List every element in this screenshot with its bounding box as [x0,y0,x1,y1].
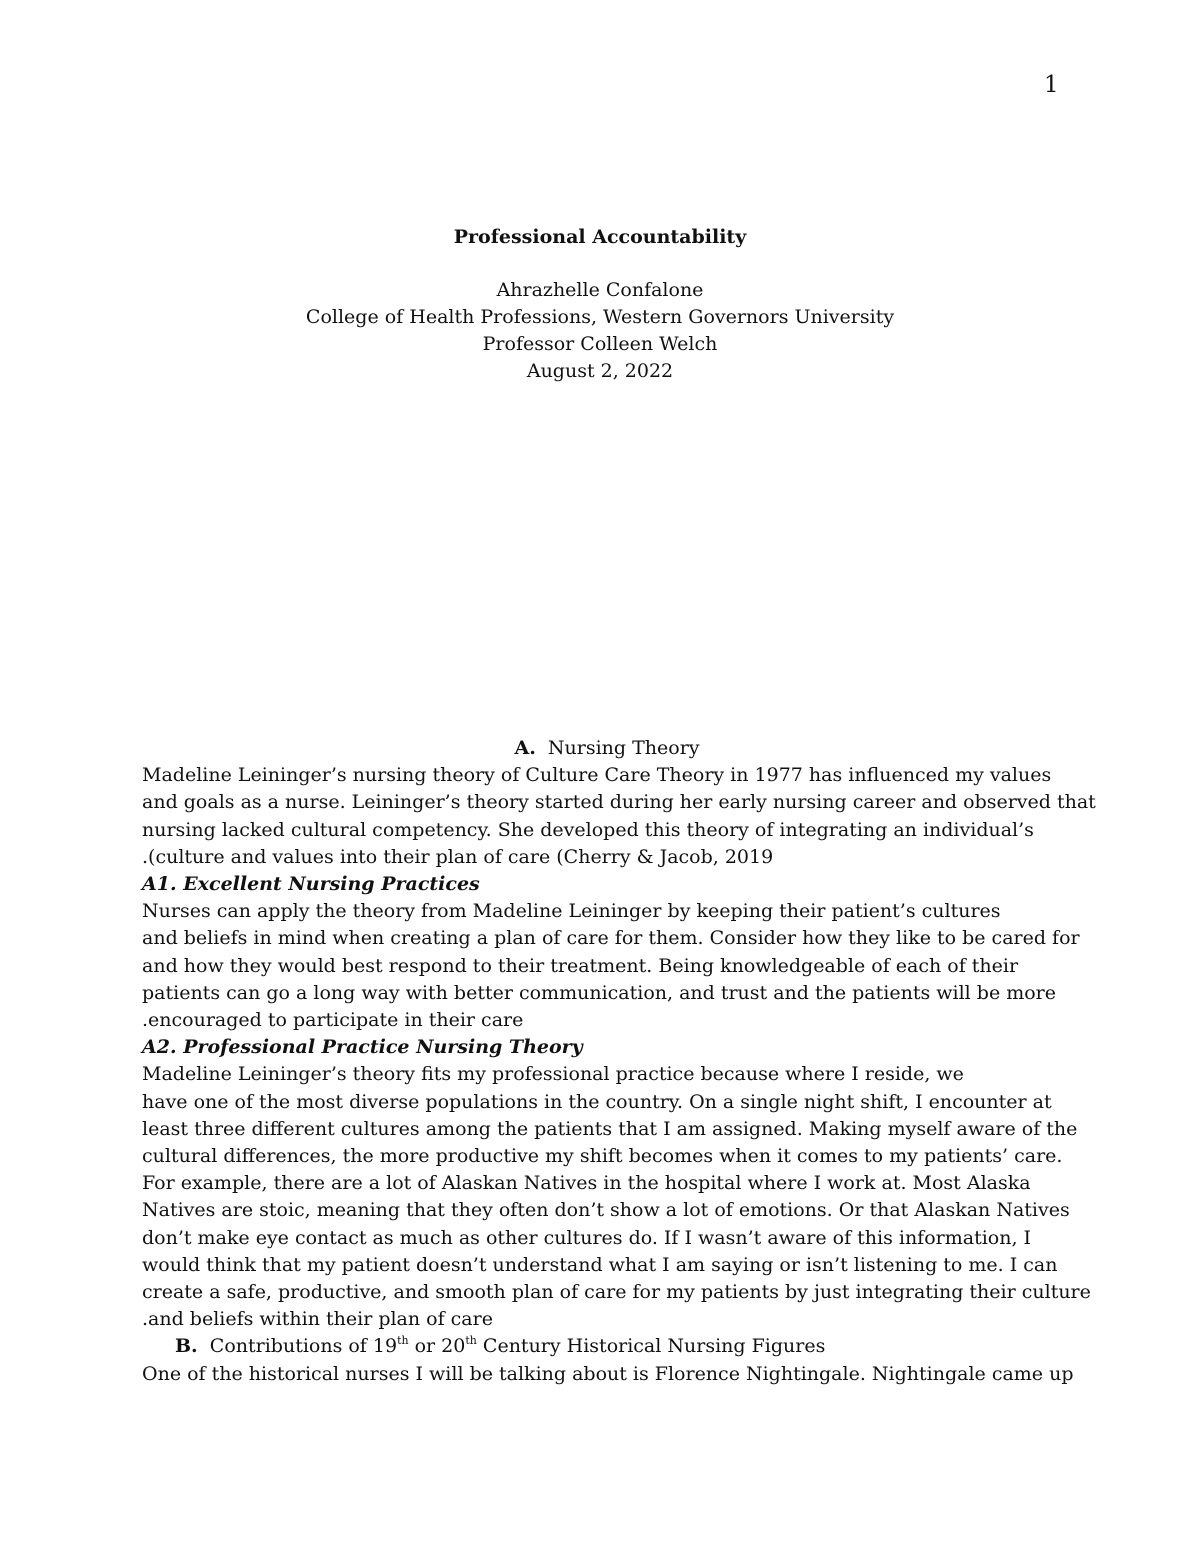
section-b-title-part: Century Historical Nursing Figures [476,1335,826,1358]
section-a1-line: .encouraged to participate in their care [142,1009,524,1032]
section-a2-line: don’t make eye contact as much as other cultures do. If I wasn’t aware of this information, I [142,1226,1032,1249]
section-a1-line: Nurses can apply the theory from Madeline Leininger by keeping their patient’s cultures [142,900,1001,923]
section-a-line: .(culture and values into their plan of care (Cherry & Jacob, 2019 [142,845,774,868]
section-a2-line: cultural differences, the more productive my shift becomes when it comes to my patients’ care. [142,1145,1063,1168]
section-a1-line: patients can go a long way with better communication, and trust and the patients will be more [142,981,1057,1004]
section-b-heading [142,1333,1072,1360]
section-b-letter: B. [175,1335,198,1358]
body-text [142,735,1096,1388]
page-number: 1 [1044,72,1059,98]
section-a2-line: would think that my patient doesn’t understand what I am saying or isn’t listening to me. I can [142,1253,1058,1276]
section-a-line: and goals as a nurse. Leininger’s theory started during her early nursing career and observed that [142,791,1096,814]
section-a2-line: least three different cultures among the patients that I am assigned. Making myself aware of the [142,1117,1078,1140]
section-a-line: nursing lacked cultural competency. She developed this theory of integrating an individual’s [142,818,1034,841]
submission-date: August 2, 2022 [526,360,674,382]
author-name: Ahrazhelle Confalone [496,279,704,301]
section-a-line: Madeline Leininger’s nursing theory of Culture Care Theory in 1977 has influenced my values [142,764,1052,787]
section-a2-line: .and beliefs within their plan of care [142,1308,493,1331]
section-a1-heading: A1. Excellent Nursing Practices [142,873,480,896]
section-b-title-part: Contributions of 19 [209,1335,398,1358]
section-b-title-part: or 20 [408,1335,466,1358]
section-a-letter: A. [514,737,536,759]
professor-name: Professor Colleen Welch [482,333,718,355]
section-a-title: Nursing Theory [547,737,700,759]
institution: College of Health Professions, Western Governors University [305,306,895,328]
section-a2-line: Natives are stoic, meaning that they often don’t show a lot of emotions. Or that Alaskan Natives [142,1199,1070,1222]
section-a2-line: Madeline Leininger’s theory fits my professional practice because where I reside, we [142,1063,964,1086]
section-a1-line: and beliefs in mind when creating a plan of care for them. Consider how they like to be cared for [142,927,1080,950]
section-b-line: One of the historical nurses I will be talking about is Florence Nightingale. Nightingale came up [142,1362,1074,1385]
section-a2-line: have one of the most diverse populations in the country. On a single night shift, I encounter at [142,1090,1052,1113]
section-a2-line: create a safe, productive, and smooth plan of care for my patients by just integrating their culture [142,1281,1091,1304]
section-a-heading [142,735,1072,762]
superscript: th [397,1334,409,1348]
section-a2-line: For example, there are a lot of Alaskan Natives in the hospital where I work at. Most Alaska [142,1172,1031,1195]
section-a2-heading: A2. Professional Practice Nursing Theory [142,1036,583,1059]
title-block [0,224,1200,385]
superscript: th [465,1334,477,1348]
paper-title: Professional Accountability [453,226,747,248]
section-a1-line: and how they would best respond to their treatment. Being knowledgeable of each of their [142,954,1019,977]
